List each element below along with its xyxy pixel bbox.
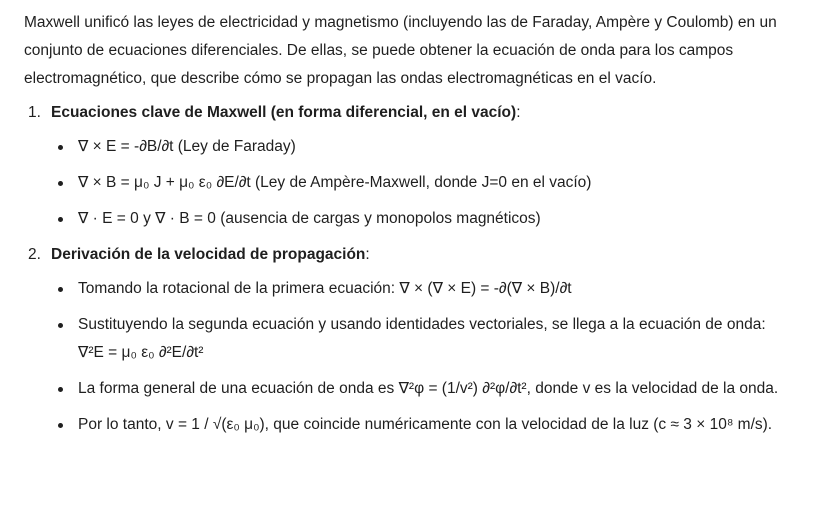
intro-paragraph: Maxwell unificó las leyes de electricidad y magnetismo (incluyendo las de Faraday, Ampère y Coulomb) en un conjunto de ecuaciones diferenciales. De ellas, se puede obtener la ecuación de onda para los campos electromagnético, que describe cómo se propagan las ondas electromagnéticas en el vacío. (24, 14, 777, 87)
list-item (24, 205, 794, 233)
bullet-icon (58, 145, 63, 150)
list-item-text: Por lo tanto, v = 1 / √(ε₀ μ₀), que coincide numéricamente con la velocidad de la luz (c ≈ 3 × 10⁸ m/s). (78, 416, 773, 433)
section-number: 1. (28, 104, 41, 121)
list-item-text: ∇ × E = -∂B/∂t (Ley de Faraday) (78, 138, 296, 155)
bullet-icon (58, 181, 63, 186)
list-item (24, 275, 794, 303)
list-item-text: La forma general de una ecuación de onda es ∇²φ = (1/v²) ∂²φ/∂t², donde v es la velocidad de la onda. (78, 380, 779, 397)
section-title-suffix: : (365, 246, 370, 263)
bullet-icon (58, 323, 63, 328)
list-item (24, 133, 794, 161)
list-item-text: ∇ · E = 0 y ∇ · B = 0 (ausencia de cargas y monopolos magnéticos) (78, 210, 541, 227)
section-title-suffix: : (516, 104, 521, 121)
section-heading (24, 99, 794, 127)
list-item (24, 169, 794, 197)
section-heading (24, 241, 794, 269)
bullet-icon (58, 217, 63, 222)
list-item-text: Sustituyendo la segunda ecuación y usando identidades vectoriales, se llega a la ecuación de onda: ∇²E = μ₀ ε₀ ∂²E/∂t² (78, 316, 766, 361)
list-item (24, 375, 794, 403)
section-number: 2. (28, 246, 41, 263)
bullet-icon (58, 423, 63, 428)
bullet-icon (58, 287, 63, 292)
section-title: Ecuaciones clave de Maxwell (en forma diferencial, en el vacío) (51, 104, 517, 121)
list-item-text: ∇ × B = μ₀ J + μ₀ ε₀ ∂E/∂t (Ley de Ampère-Maxwell, donde J=0 en el vacío) (78, 174, 592, 191)
derivation-steps-list (24, 275, 794, 439)
list-item (24, 311, 794, 367)
sections-list (24, 99, 794, 439)
list-item (24, 411, 794, 439)
bullet-icon (58, 387, 63, 392)
section-derivation (24, 241, 794, 439)
section-maxwell-equations (24, 99, 794, 233)
section-title: Derivación de la velocidad de propagación (51, 246, 366, 263)
equations-list (24, 133, 794, 233)
list-item-text: Tomando la rotacional de la primera ecuación: ∇ × (∇ × E) = -∂(∇ × B)/∂t (78, 280, 572, 297)
